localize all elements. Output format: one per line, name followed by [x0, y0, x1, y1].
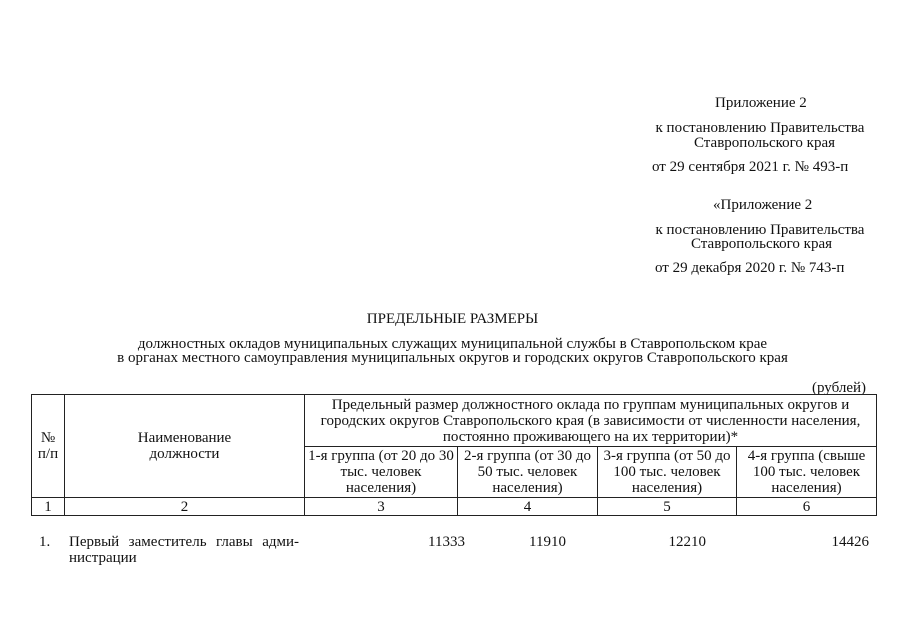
header-group-3	[598, 447, 737, 498]
header-group-4	[737, 447, 877, 498]
header-position-cell	[65, 395, 305, 498]
column-number-6: 6	[737, 498, 877, 516]
row-value-group-3: 12210	[668, 534, 706, 550]
salary-table-header	[31, 394, 877, 516]
group-2-label: 2-я группа (от 30 до 50 тыс. человек населения)	[463, 448, 592, 496]
column-number-1: 1	[32, 498, 65, 516]
header-group-1	[305, 447, 458, 498]
header-number-label: № п/п	[37, 430, 59, 462]
header-group-cell	[305, 395, 877, 447]
row-value-group-2: 11910	[529, 534, 566, 550]
units-label: (рублей)	[812, 380, 867, 396]
appendix-decree-line: к постановлению Правительства	[655, 120, 865, 136]
row-position-name-line2: нистрации	[69, 550, 137, 566]
row-number: 1.	[39, 534, 51, 550]
column-number-2: 2	[65, 498, 305, 516]
column-number-5: 5	[598, 498, 737, 516]
prior-appendix-region-line: Ставропольского края	[691, 236, 832, 252]
header-group-label: Предельный размер должностного оклада по группам муниципальных округов и городских округов Ставропольского края (в зависимости от численности населения, постоянно проживающего на их территории)*	[320, 396, 861, 445]
row-position-name-line1: Первый заместитель главы адми-	[69, 534, 299, 550]
group-3-label: 3-я группа (от 50 до 100 тыс. человек населения)	[603, 448, 731, 496]
column-number-3: 3	[305, 498, 458, 516]
column-number-4: 4	[458, 498, 598, 516]
prior-appendix-decree-line: к постановлению Правительства	[655, 222, 865, 238]
group-4-label: 4-я группа (свыше 100 тыс. человек населения)	[747, 448, 866, 496]
row-position-name	[69, 534, 299, 566]
document-subtitle-line2: в органах местного самоуправления муниципальных округов и городских округов Ставропольского края	[117, 350, 788, 366]
header-number-cell	[32, 395, 65, 498]
appendix-label: Приложение 2	[715, 95, 807, 111]
appendix-region-line: Ставропольского края	[694, 135, 835, 151]
document-subtitle-line1: должностных окладов муниципальных служащих муниципальной службы в Ставропольском крае	[137, 336, 768, 352]
group-1-label: 1-я группа (от 20 до 30 тыс. человек населения)	[308, 448, 454, 496]
document-title: ПРЕДЕЛЬНЫЕ РАЗМЕРЫ	[366, 311, 539, 327]
header-position-label: Наименование должности	[137, 430, 232, 462]
prior-appendix-label: «Приложение 2	[713, 197, 813, 213]
prior-appendix-date-line: от 29 декабря 2020 г. № 743-п	[655, 260, 845, 276]
appendix-date-line: от 29 сентября 2021 г. № 493-п	[652, 159, 849, 175]
row-value-group-1: 11333	[428, 534, 465, 550]
header-group-2	[458, 447, 598, 498]
row-value-group-4: 14426	[831, 534, 869, 550]
